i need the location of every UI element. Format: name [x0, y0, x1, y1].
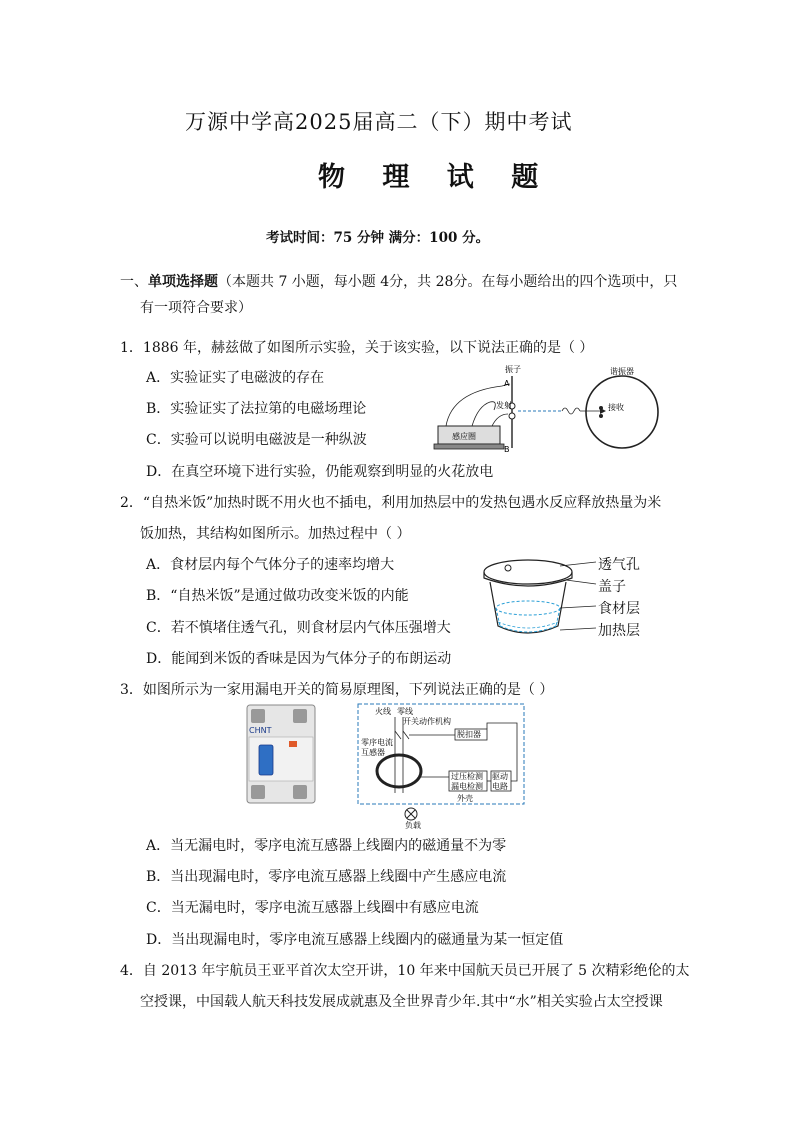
- ct-label-1: 零序电流: [361, 738, 393, 747]
- section-desc-2: 有一项符合要求）: [140, 300, 252, 316]
- drive-label-1: 驱动: [492, 772, 508, 781]
- section-heading: [120, 272, 677, 292]
- q2-option-c: C．若不慎堵住透气孔，则食材层内气体压强增大: [146, 620, 451, 636]
- load-symbol: [393, 806, 453, 830]
- q2-stem-2: 饭加热，其结构如图所示。加热过程中（ ）: [140, 526, 411, 542]
- q3-stem: 3．如图所示为一家用漏电开关的简易原理图，下列说法正确的是（ ）: [120, 682, 554, 698]
- label-a: A: [504, 379, 510, 388]
- overvoltage-label: 过压检测: [451, 772, 483, 781]
- q3-option-d: D．当出现漏电时，零序电流互感器上线圈内的磁通量为某一恒定值: [146, 932, 564, 948]
- label-vent-hole: 透气孔: [598, 557, 640, 573]
- q2-option-b: B．“自热米饭”是通过做功改变米饭的内能: [146, 588, 409, 604]
- label-lid: 盖子: [598, 579, 626, 595]
- leakage-switch-schematic: [357, 703, 525, 805]
- section-title: 单项选择题: [148, 274, 218, 290]
- q2-option-a: A．食材层内每个气体分子的速率均增大: [146, 557, 395, 573]
- rice-leader-lines: [560, 552, 600, 636]
- school-title: 万源中学高2025届高二（下）期中考试: [185, 110, 573, 134]
- q3-option-c: C．当无漏电时，零序电流互感器上线圈中有感应电流: [146, 900, 479, 916]
- vibrator-label: 振子: [505, 365, 521, 374]
- load-label: 负载: [405, 821, 421, 830]
- brand-label: CHNT: [249, 726, 272, 735]
- section-prefix: 一、: [120, 274, 148, 290]
- live-wire-label: 火线: [375, 707, 391, 716]
- label-food-layer: 食材层: [598, 601, 640, 617]
- q4-stem-2: 空授课，中国载人航天科技发展成就惠及全世界青少年.其中“水”相关实验占太空授课: [140, 994, 663, 1010]
- q1-stem: 1．1886 年，赫兹做了如图所示实验，关于该实验，以下说法正确的是（ ）: [120, 340, 594, 356]
- subject-title: 物 理 试 题: [318, 162, 553, 193]
- label-heating-layer: 加热层: [598, 623, 640, 639]
- hertz-experiment-figure: [432, 362, 664, 458]
- q1-option-b: B．实验证实了法拉第的电磁场理论: [146, 401, 367, 417]
- ct-label-2: 互感器: [361, 748, 385, 757]
- exam-info: 考试时间：75 分钟 满分：100 分。: [266, 230, 490, 246]
- label-b: B: [504, 445, 510, 454]
- trip-unit-label: 脱扣器: [457, 730, 481, 739]
- q3-option-a: A．当无漏电时，零序电流互感器上线圈内的磁通量不为零: [146, 838, 507, 854]
- q1-option-d: D．在真空环境下进行实验，仍能观察到明显的火花放电: [146, 464, 494, 480]
- q1-option-a: A．实验证实了电磁波的存在: [146, 370, 325, 386]
- q2-stem-1: 2．“自热米饭”加热时既不用火也不插电，利用加热层中的发热包遇水反应释放热量为米: [120, 495, 662, 511]
- section-desc-1: （本题共 7 小题，每小题 4分，共 28分。在每小题给出的四个选项中，只: [218, 274, 678, 290]
- receive-label: 接收: [608, 403, 624, 412]
- coil-label: 感应圈: [452, 432, 476, 441]
- q1-option-c: C．实验可以说明电磁波是一种纵波: [146, 432, 367, 448]
- q3-option-b: B．当出现漏电时，零序电流互感器上线圈中产生感应电流: [146, 869, 507, 885]
- q4-stem-1: 4．自 2013 年宇航员王亚平首次太空开讲，10 年来中国航天员已开展了 5 次精彩绝伦的太: [120, 963, 690, 979]
- q2-option-d: D．能闻到米饭的香味是因为气体分子的布朗运动: [146, 651, 452, 667]
- drive-label-2: 电路: [492, 782, 508, 791]
- resonator-label: 谐振器: [610, 367, 634, 376]
- shell-label: 外壳: [457, 794, 473, 803]
- leakage-breaker-photo: [243, 703, 319, 805]
- neutral-wire-label: 零线: [397, 707, 413, 716]
- leak-detect-label: 漏电检测: [451, 782, 483, 791]
- switch-mech-label: 开关动作机构: [403, 717, 451, 726]
- emit-label: 发射: [496, 401, 512, 410]
